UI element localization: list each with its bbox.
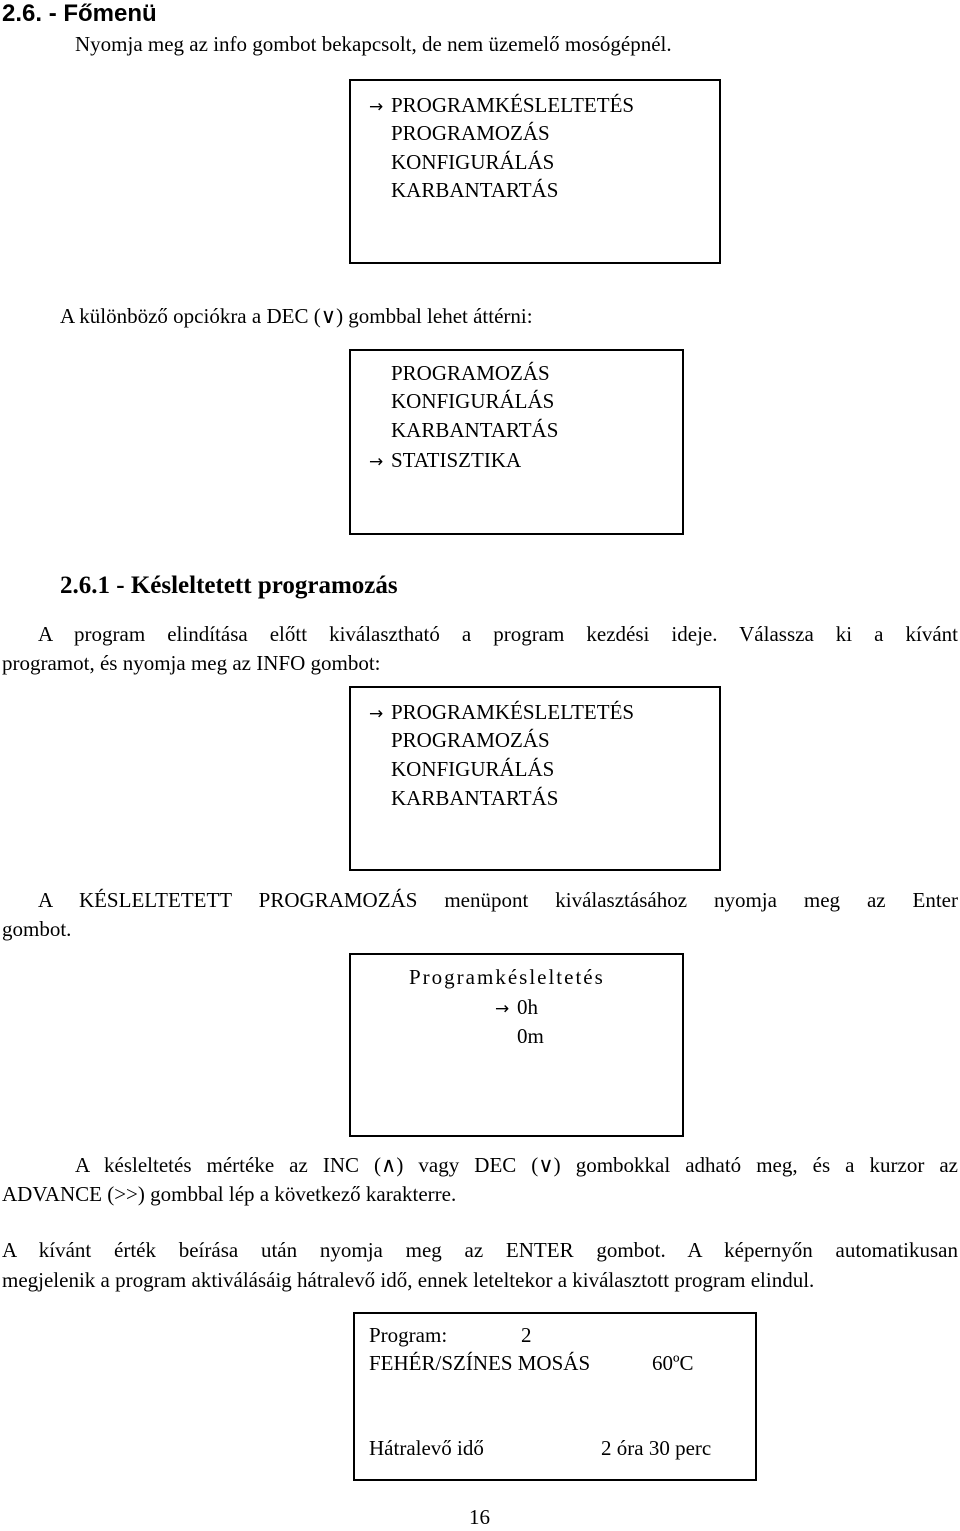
program-label: Program: <box>369 1323 448 1347</box>
menu-item: KONFIGURÁLÁS <box>391 150 555 174</box>
right-arrow-icon: → <box>369 704 384 724</box>
inc-dec-instruction-line1: A késleltetés mértéke az INC (∧) vagy DEC (∨) gombokkal adható meg, és a kurzor az <box>75 1153 958 1177</box>
enter-value-paragraph-line2: megjelenik a program aktiválásáig hátralevő idő, ennek leteltekor a kiválasztott program elindul. <box>2 1268 815 1292</box>
menu-item: KARBANTARTÁS <box>391 786 559 810</box>
delay-hours: → 0h <box>495 993 538 1023</box>
enter-value-paragraph-line1: A kívánt érték beírása után nyomja meg az ENTER gombot. A képernyőn automatikusan <box>2 1238 958 1262</box>
remaining-time-value: 2 óra 30 perc <box>601 1436 712 1460</box>
enter-instruction-line2: gombot. <box>2 917 72 941</box>
page-number: 16 <box>469 1505 490 1529</box>
menu-item: KARBANTARTÁS <box>391 418 559 442</box>
menu-item-selected: → STATISZTIKA <box>369 446 521 476</box>
program-value: 2 <box>521 1323 532 1347</box>
right-arrow-icon: → <box>369 452 384 472</box>
subsection-paragraph-line2: programot, és nyomja meg az INFO gombot: <box>2 651 381 675</box>
right-arrow-icon: → <box>369 97 384 117</box>
menu-item: PROGRAMOZÁS <box>391 728 550 752</box>
status-screen <box>353 1312 757 1481</box>
right-arrow-icon: → <box>495 999 510 1019</box>
menu-item: PROGRAMOZÁS <box>391 361 550 385</box>
delay-screen <box>349 953 684 1137</box>
subsection-title: 2.6.1 - Késleltetett programozás <box>60 572 398 599</box>
intro-text: Nyomja meg az info gombot bekapcsolt, de nem üzemelő mosógépnél. <box>75 32 672 56</box>
menu-item: KONFIGURÁLÁS <box>391 389 555 413</box>
menu-screen-main <box>349 79 721 264</box>
delay-minutes: 0m <box>517 1024 544 1048</box>
subsection-paragraph-line1: A program elindítása előtt kiválasztható a program kezdési ideje. Válassza ki a kívánt <box>38 622 958 646</box>
menu-item-selected: → PROGRAMKÉSLELTETÉS <box>369 698 634 728</box>
section-title: 2.6. - Főmenü <box>2 0 157 27</box>
menu-item: KARBANTARTÁS <box>391 178 559 202</box>
dec-instruction: A különböző opciókra a DEC (∨) gombbal lehet áttérni: <box>60 304 533 328</box>
delay-screen-title: Programkésleltetés <box>409 965 605 989</box>
remaining-time-label: Hátralevő idő <box>369 1436 484 1460</box>
wash-temperature: 60ºC <box>652 1351 694 1375</box>
enter-instruction-line1: A KÉSLELTETETT PROGRAMOZÁS menüpont kiválasztásához nyomja meg az Enter <box>38 888 958 912</box>
inc-dec-instruction-line2: ADVANCE (>>) gombbal lép a következő karakterre. <box>2 1182 457 1206</box>
menu-screen-statistics <box>349 349 684 535</box>
menu-item-selected: → PROGRAMKÉSLELTETÉS <box>369 91 634 121</box>
menu-screen-delay <box>349 686 721 871</box>
wash-program-name: FEHÉR/SZÍNES MOSÁS <box>369 1351 591 1375</box>
menu-item: PROGRAMOZÁS <box>391 121 550 145</box>
menu-item: KONFIGURÁLÁS <box>391 757 555 781</box>
